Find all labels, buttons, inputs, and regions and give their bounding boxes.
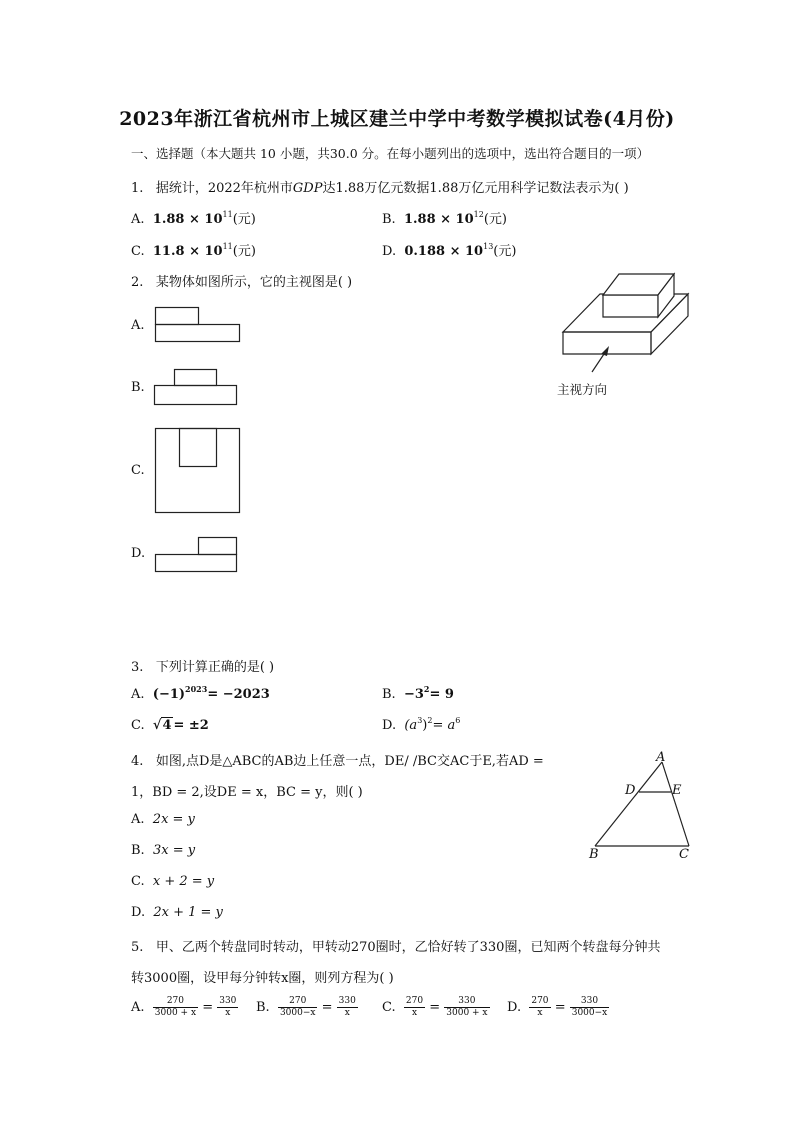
numerator: 330 <box>219 996 237 1006</box>
numerator: 270 <box>405 996 424 1006</box>
front-view-option-c <box>150 425 250 517</box>
option-label: A. <box>131 687 145 702</box>
page-title: 2023年浙江省杭州市上城区建兰中学中考数学模拟试卷(4月份) <box>119 108 675 130</box>
option-value: (−1) <box>152 687 186 702</box>
question-5-line-1 <box>131 936 660 955</box>
question-2 <box>131 271 352 290</box>
question-stem: 下列计算正确的是( ) <box>155 660 275 675</box>
question-5-line-2: 转3000圈，设甲每分钟转x圈，则列方程为( ) <box>131 971 394 986</box>
option-rhs: = ±2 <box>173 718 209 733</box>
numerator: 270 <box>153 996 198 1008</box>
option-c[interactable]: C. √4 = ±2 <box>131 718 209 733</box>
option-label: B. <box>131 843 145 858</box>
front-view-option-d <box>150 534 250 576</box>
numerator: 330 <box>338 996 356 1006</box>
option-value: 3x = y <box>152 843 196 858</box>
option-a[interactable] <box>131 812 195 827</box>
option-label: D. <box>382 244 397 259</box>
exponent: 2023 <box>185 684 208 694</box>
fraction <box>444 996 489 1019</box>
denominator: 3000 + x <box>154 1008 197 1018</box>
option-value: 1.88 × 10 <box>152 212 223 227</box>
section-heading: 一、选择题（本大题共 10 小题，共30.0 分。在每小题列出的选项中，选出符合题目的一项） <box>131 146 650 161</box>
question-1 <box>131 177 629 196</box>
option-rhs: = 9 <box>429 687 454 702</box>
paren: ) <box>422 718 428 733</box>
option-label: D. <box>507 1000 522 1015</box>
option-d[interactable] <box>507 996 609 1019</box>
exponent: 11 <box>222 210 233 219</box>
denominator: 3000 + x <box>446 1008 488 1018</box>
option-label: B. <box>256 1000 270 1015</box>
option-a[interactable] <box>131 208 256 227</box>
option-b[interactable] <box>382 208 507 227</box>
option-a[interactable] <box>131 684 270 702</box>
option-a[interactable] <box>131 996 238 1019</box>
option-value: (a <box>404 718 418 733</box>
denominator: 3000−x <box>279 1008 316 1018</box>
equals-sign: = <box>202 1000 214 1015</box>
option-label: C. <box>382 1000 396 1015</box>
question-stem: 如图,点D是△ABC的AB边上任意一点，DE/ /BC交AC于E,若AD = <box>155 754 544 769</box>
radicand: 4 <box>162 718 172 733</box>
option-label: B. <box>382 687 396 702</box>
numerator: 270 <box>278 996 318 1008</box>
fraction <box>337 996 358 1019</box>
option-rhs: = a <box>432 718 456 733</box>
fraction <box>153 996 198 1019</box>
vertex-c-label: C <box>679 847 689 862</box>
option-c[interactable] <box>131 874 214 889</box>
unit: (元) <box>232 244 256 259</box>
vertex-e-label: E <box>672 783 682 798</box>
numerator: 270 <box>531 996 549 1006</box>
exponent: 3 <box>417 716 423 725</box>
vertex-a-label: A <box>656 750 666 765</box>
exponent: 2 <box>423 684 430 694</box>
unit: (元) <box>493 244 517 259</box>
option-value: 0.188 × 10 <box>404 244 484 259</box>
front-view-option-a <box>150 305 250 345</box>
question-4-line-2: 1，BD = 2,设DE = x，BC = y，则( ) <box>131 785 363 800</box>
question-3 <box>131 656 274 675</box>
option-label: D. <box>131 905 146 920</box>
fraction <box>404 996 425 1019</box>
option-label: C. <box>131 244 145 259</box>
vertex-b-label: B <box>589 847 599 862</box>
option-label: D. <box>382 718 397 733</box>
front-view-option-b <box>150 366 250 408</box>
option-label: C. <box>131 874 145 889</box>
fraction <box>278 996 318 1019</box>
exponent: 6 <box>455 716 461 725</box>
option-label: C. <box>131 718 145 733</box>
denominator: 3000−x <box>571 1008 608 1018</box>
option-b[interactable] <box>131 843 195 858</box>
question-number: 2. <box>131 275 144 290</box>
question-number: 5. <box>131 940 144 955</box>
option-d[interactable] <box>382 718 460 733</box>
question-stem: 甲、乙两个转盘同时转动，甲转动270圈时，乙恰好转了330圈，已知两个转盘每分钟共 <box>155 940 661 955</box>
option-b[interactable] <box>382 684 454 702</box>
option-value: 2x = y <box>152 812 195 827</box>
option-c[interactable] <box>382 996 490 1019</box>
option-d[interactable] <box>131 905 223 920</box>
option-c[interactable] <box>131 240 256 259</box>
option-a-label[interactable]: A. <box>131 318 145 333</box>
solid-figure <box>555 268 700 368</box>
exponent: 13 <box>483 242 494 251</box>
vertex-d-label: D <box>625 783 636 798</box>
option-label: A. <box>131 212 145 227</box>
exponent: 2 <box>427 716 433 725</box>
unit: (元) <box>232 212 256 227</box>
exponent: 12 <box>473 210 484 219</box>
option-value: 11.8 × 10 <box>152 244 223 259</box>
exponent: 11 <box>222 242 233 251</box>
fraction <box>217 996 238 1019</box>
fraction <box>570 996 610 1019</box>
equals-sign: = <box>321 1000 333 1015</box>
question-stem-rest: 达1.88万亿元数据1.88万亿元用科学记数法表示为( ) <box>322 181 629 196</box>
question-4-line-1 <box>131 750 544 769</box>
option-value: −3 <box>403 687 424 702</box>
equals-sign: = <box>429 1000 441 1015</box>
option-label: A. <box>131 812 145 827</box>
denominator: x <box>537 1008 543 1018</box>
option-rhs: = −2023 <box>207 687 270 702</box>
unit: (元) <box>483 212 507 227</box>
question-stem: 某物体如图所示，它的主视图是( ) <box>155 275 353 290</box>
view-direction-label: 主视方向 <box>557 382 608 397</box>
numerator: 330 <box>570 996 610 1008</box>
option-d[interactable] <box>382 240 516 259</box>
option-label: A. <box>131 1000 145 1015</box>
equals-sign: = <box>554 1000 566 1015</box>
denominator: x <box>411 1008 418 1018</box>
fraction <box>529 996 550 1019</box>
option-value: 1.88 × 10 <box>403 212 474 227</box>
option-b[interactable] <box>256 996 358 1019</box>
numerator: 330 <box>444 996 489 1008</box>
question-number: 4. <box>131 754 144 769</box>
option-b-label[interactable]: B. <box>131 380 145 395</box>
option-value: x + 2 = y <box>152 874 215 889</box>
question-stem: 据统计，2022年杭州市 <box>155 181 293 196</box>
question-number: 1. <box>131 181 144 196</box>
option-d-label[interactable]: D. <box>131 546 146 561</box>
option-value: 2x + 1 = y <box>153 905 223 920</box>
option-c-label[interactable]: C. <box>131 463 145 478</box>
option-label: B. <box>382 212 396 227</box>
denominator: x <box>225 1008 231 1018</box>
denominator: x <box>344 1008 350 1018</box>
math-var: GDP <box>292 181 323 196</box>
question-number: 3. <box>131 660 144 675</box>
